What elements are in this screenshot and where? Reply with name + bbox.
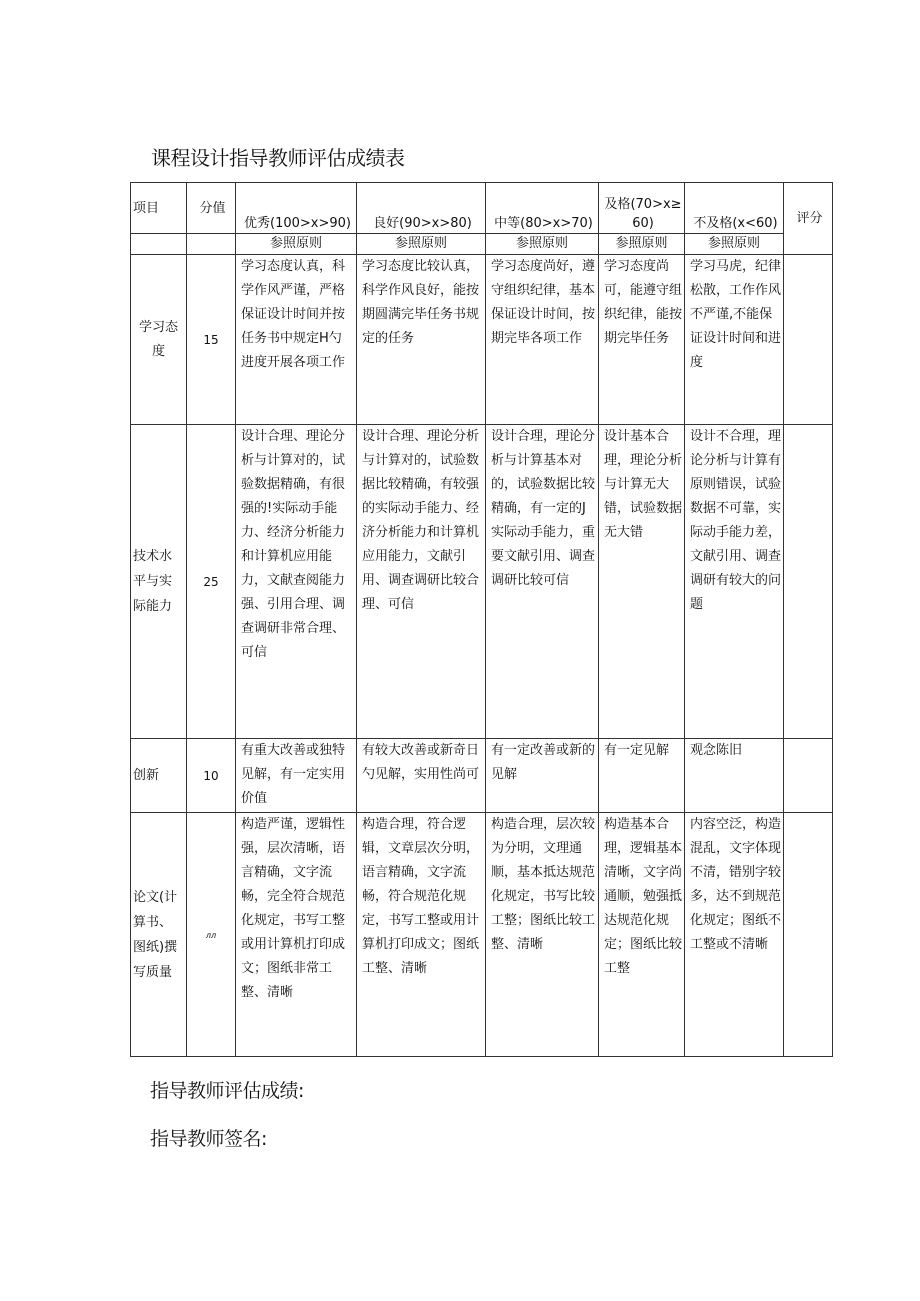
criterion-good: 构造合理，符合逻辑，文章层次分明，语言精确，文字流畅，符合规范化规定，书写工整或用计算机打印成文；图纸工整、清晰: [357, 813, 486, 1057]
criterion-medium: 有一定改善或新的见解: [486, 739, 599, 813]
table-row: [131, 425, 833, 739]
header-item: 项目: [131, 183, 187, 234]
header-sub-fail: 参照原则: [685, 234, 784, 255]
header-sub-medium: 参照原则: [486, 234, 599, 255]
signature-label: 指导教师签名:: [150, 1128, 267, 1150]
criterion-excellent: 构造严谨，逻辑性强，层次清晰，语言精确，文字流畅，完全符合规范化规定，书写工整或用计算机打印成文；图纸非常工整、清晰: [236, 813, 357, 1057]
criterion-pass: 设计基本合理，理论分析与计算无大错，试验数据无大错: [599, 425, 685, 739]
grade-label: 指导教师评估成绩:: [150, 1080, 304, 1102]
header-sub-excellent: 参照原则: [236, 234, 357, 255]
header-sub-pass: 参照原则: [599, 234, 685, 255]
criterion-fail: 设计不合理，理论分析与计算有原则错误，试验数据不可靠，实际动手能力差，文献引用、调查调研有较大的问题: [685, 425, 784, 739]
criterion-excellent: 学习态度认真，科学作风严谨，严格保证设计时间并按任务书中规定H勺进度开展各项工作: [236, 255, 357, 425]
table-row: [131, 739, 833, 813]
rating-cell[interactable]: [784, 739, 833, 813]
row-item-innovation: 创新: [131, 739, 187, 813]
criterion-good: 学习态度比较认真，科学作风良好，能按期圆满完毕任务书规定的任务: [357, 255, 486, 425]
row-score-attitude: 15: [187, 255, 236, 425]
row-item-technique: 技术水平与实际能力: [131, 425, 187, 739]
criterion-excellent: 设计合理、理论分析与计算对的，试验数据精确，有很强的!实际动手能力、经济分析能力和计算机应用能力，文献查阅能力强、引用合理、调查调研非常合理、可信: [236, 425, 357, 739]
row-score-innovation: 10: [187, 739, 236, 813]
header-grade-excellent: 优秀(100>x>90): [236, 183, 357, 234]
header-grade-fail: 不及格(x<60): [685, 183, 784, 234]
header-grade-good: 良好(90>x>80): [357, 183, 486, 234]
criterion-pass: 有一定见解: [599, 739, 685, 813]
row-item-paper: 论文(计算书、图纸)撰写质量: [131, 813, 187, 1057]
header-sub-row: [131, 234, 833, 255]
criterion-excellent: 有重大改善或独特见解，有一定实用价值: [236, 739, 357, 813]
row-score-technique: 25: [187, 425, 236, 739]
header-score: 分值: [187, 183, 236, 234]
rating-cell[interactable]: [784, 255, 833, 425]
criterion-fail: 学习马虎，纪律松散，工作作风不严谨,不能保证设计时间和进度: [685, 255, 784, 425]
row-item-attitude: 学习态度: [131, 255, 187, 425]
criterion-pass: 学习态度尚可，能遵守组织纪律，能按期完毕任务: [599, 255, 685, 425]
rating-cell[interactable]: [784, 425, 833, 739]
header-rating: 评分: [784, 183, 833, 255]
table-row: [131, 255, 833, 425]
criterion-good: 有较大改善或新奇日勺见解，实用性尚可: [357, 739, 486, 813]
criterion-pass: 构造基本合理，逻辑基本清晰，文字尚通顺，勉强抵达规范化规定；图纸比较工整: [599, 813, 685, 1057]
rating-cell[interactable]: [784, 813, 833, 1057]
page-title: 课程设计指导教师评估成绩表: [151, 146, 405, 170]
header-row: [131, 183, 833, 234]
criterion-fail: 内容空泛，构造混乱，文字体现不清，错别字较多，达不到规范化规定；图纸不工整或不清晰: [685, 813, 784, 1057]
header-grade-pass: 及格(70>x≥60): [599, 183, 685, 234]
grade-table: [130, 182, 833, 1057]
criterion-medium: 构造合理，层次较为分明，文理通顺，基本抵达规范化规定，书写比较工整；图纸比较工整、清晰: [486, 813, 599, 1057]
criterion-good: 设计合理、理论分析与计算对的，试验数据比较精确，有较强的实际动手能力、经济分析能力和计算机应用能力，文献引用、调查调研比较合理、可信: [357, 425, 486, 739]
header-sub-good: 参照原则: [357, 234, 486, 255]
criterion-medium: 学习态度尚好，遵守组织纪律，基本保证设计时间，按期完毕各项工作: [486, 255, 599, 425]
header-grade-medium: 中等(80>x>70): [486, 183, 599, 234]
row-score-paper: лл: [205, 930, 217, 940]
criterion-medium: 设计合理，理论分析与计算基本对的，试验数据比较精确，有一定的J实际动手能力，重要文献引用、调查调研比较可信: [486, 425, 599, 739]
criterion-fail: 观念陈旧: [685, 739, 784, 813]
table-row: [131, 813, 833, 1057]
